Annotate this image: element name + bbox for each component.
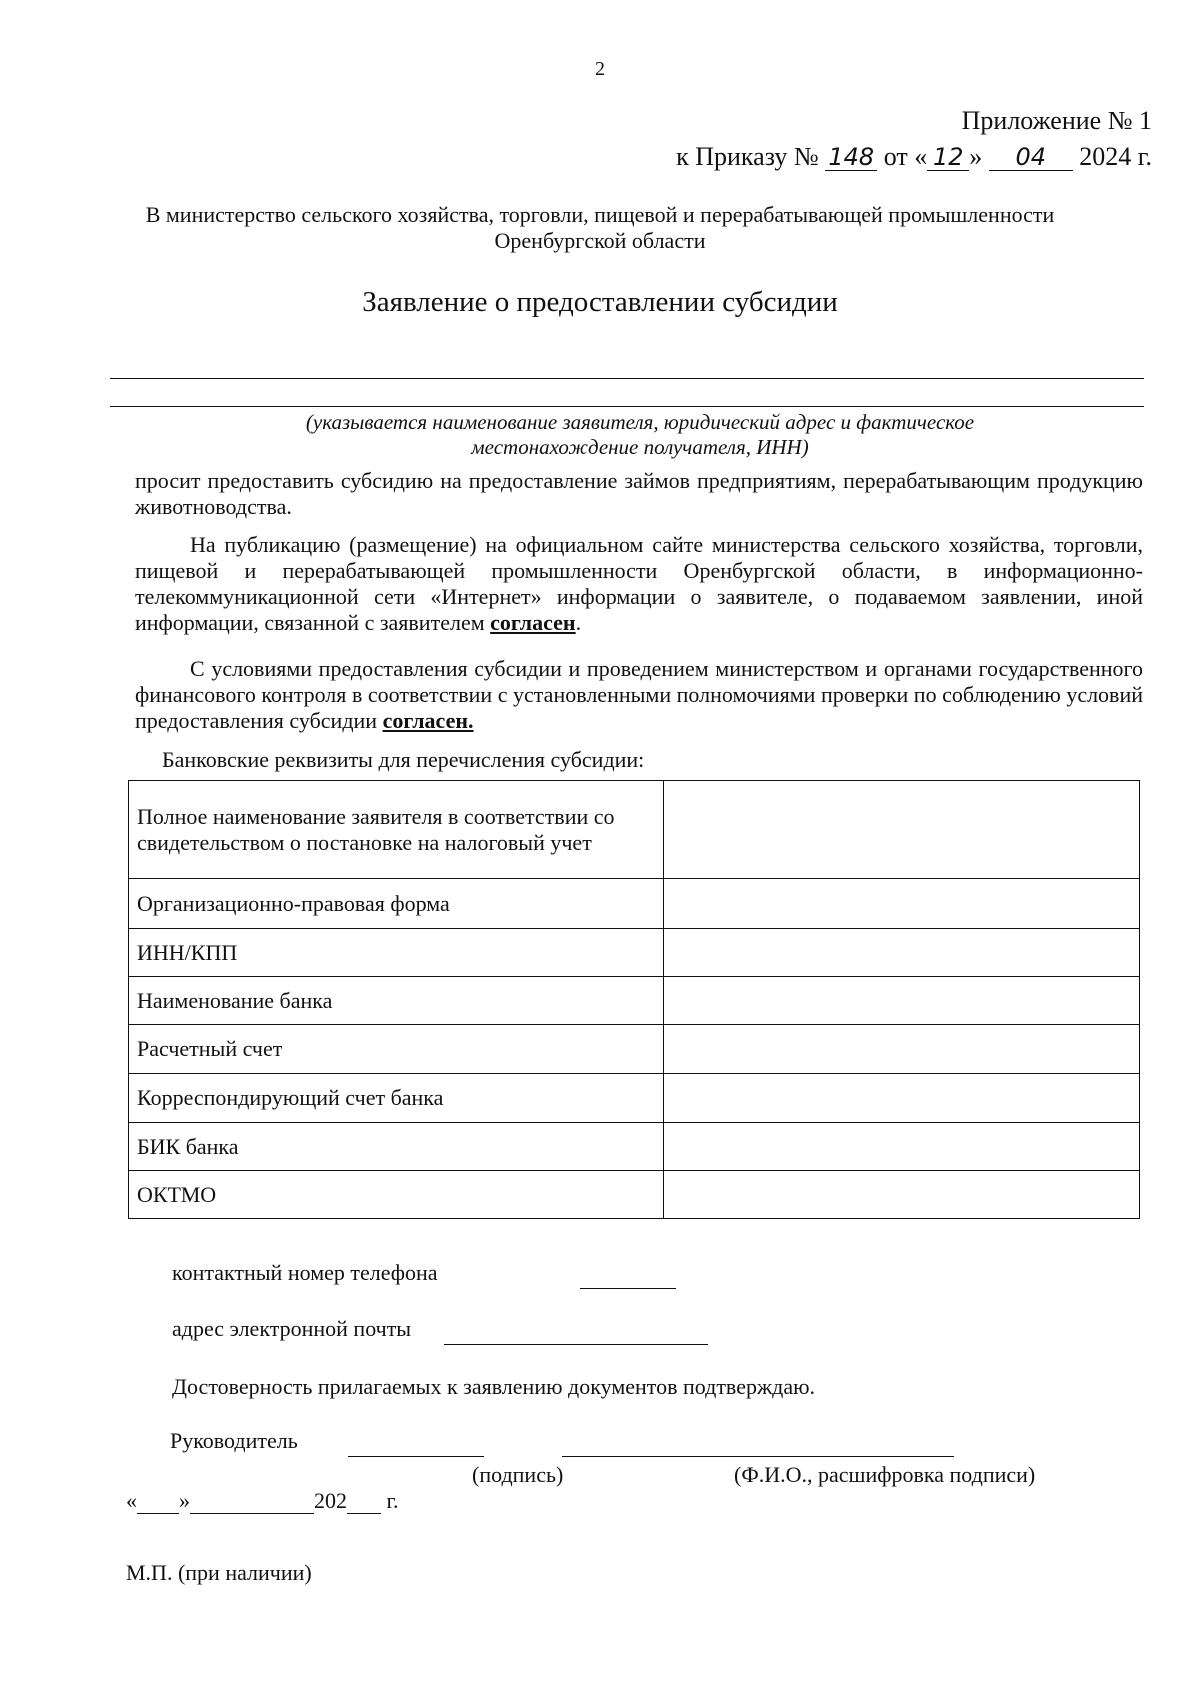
row-value-cell[interactable] <box>664 929 1140 977</box>
bank-details-caption: Банковские реквизиты для перечисления субсидии: <box>162 747 645 772</box>
table-row <box>129 781 1140 879</box>
applicant-line-1[interactable] <box>110 378 1144 379</box>
table-row <box>129 879 1140 929</box>
signature-caption: (подпись) <box>472 1462 564 1487</box>
row-value-cell[interactable] <box>664 781 1140 879</box>
applicant-hint-line-2: местонахождение получателя, ИНН) <box>471 435 809 459</box>
row-label: Организационно-правовая форма <box>129 879 664 929</box>
stamp-label: М.П. (при наличии) <box>126 1560 312 1585</box>
row-label: Расчетный счет <box>129 1025 664 1074</box>
row-label: БИК банка <box>129 1123 664 1171</box>
confirmation-text: Достоверность прилагаемых к заявлению документов подтверждаю. <box>172 1374 816 1399</box>
order-from-word: от <box>883 142 908 171</box>
row-value-cell[interactable] <box>664 977 1140 1025</box>
publication-end: . <box>575 610 582 635</box>
row-label: Корреспондирующий счет банка <box>129 1074 664 1123</box>
order-prefix: к Приказу № <box>676 142 819 171</box>
phone-field[interactable] <box>580 1288 676 1289</box>
applicant-line-2[interactable] <box>110 406 1144 407</box>
table-row <box>129 1123 1140 1171</box>
quote-close: » <box>969 142 983 171</box>
date-month-field[interactable] <box>190 1489 314 1514</box>
email-label: адрес электронной почты <box>172 1316 412 1341</box>
order-month-handwritten: 04 <box>989 144 1073 171</box>
page-number: 2 <box>595 58 605 80</box>
row-label: Полное наименование заявителя в соответствии со свидетельством о постановке на налоговый учет <box>129 781 664 879</box>
addressee-block <box>0 202 1200 254</box>
date-year-prefix: 202 <box>314 1488 347 1513</box>
date-line <box>126 1488 399 1514</box>
conditions-agree: согласен. <box>382 708 474 733</box>
order-year: 2024 г. <box>1079 142 1152 171</box>
conditions-consent-paragraph <box>135 656 1143 734</box>
row-value-cell[interactable] <box>664 1025 1140 1074</box>
phone-label: контактный номер телефона <box>172 1260 438 1285</box>
conditions-consent-text: С условиями предоставления субсидии и проведением министерством и органами государственного финансового контроля в соответствии с установленными полномочиями проверки по соблюдению условий предоставления субсидии <box>135 656 1143 733</box>
date-year-suffix: г. <box>386 1488 399 1513</box>
quote-open: « <box>914 142 928 171</box>
addressee-line-2: Оренбургской области <box>494 228 706 253</box>
date-quote-open: « <box>126 1488 137 1513</box>
appendix-title: Приложение № 1 <box>961 106 1152 135</box>
table-row <box>129 929 1140 977</box>
table-row <box>129 1171 1140 1219</box>
email-field[interactable] <box>444 1344 708 1345</box>
document-title: Заявление о предоставлении субсидии <box>362 286 838 318</box>
head-label: Руководитель <box>170 1428 298 1453</box>
order-reference <box>676 142 1152 172</box>
order-number-handwritten: 148 <box>825 144 877 171</box>
applicant-hint <box>200 410 1080 460</box>
order-day-handwritten: 12 <box>927 144 969 171</box>
date-day-field[interactable] <box>137 1489 179 1514</box>
publication-consent-paragraph <box>135 532 1143 636</box>
request-paragraph: просит предоставить субсидию на предоставление займов предприятиям, перерабатывающим продукцию животноводства. <box>135 468 1143 519</box>
row-value-cell[interactable] <box>664 879 1140 929</box>
row-value-cell[interactable] <box>664 1171 1140 1219</box>
table-row <box>129 977 1140 1025</box>
row-value-cell[interactable] <box>664 1074 1140 1123</box>
date-year-field[interactable] <box>347 1489 381 1514</box>
full-name-field[interactable] <box>562 1456 954 1457</box>
row-label: ИНН/КПП <box>129 929 664 977</box>
addressee-line-1: В министерство сельского хозяйства, торговли, пищевой и перерабатывающей промышленности <box>145 202 1055 227</box>
row-label: Наименование банка <box>129 977 664 1025</box>
table-row <box>129 1074 1140 1123</box>
publication-consent-text: На публикацию (размещение) на официальном сайте министерства сельского хозяйства, торговли, пищевой и перерабатывающей промышленности Оренбургской области, в информационно-телекоммуникационной сети «Интернет» информации о заявителе, о подаваемом заявлении, иной информации, связанной с заявителем <box>135 532 1143 635</box>
full-name-caption: (Ф.И.О., расшифровка подписи) <box>734 1462 1036 1487</box>
bank-details-table <box>128 780 1140 1219</box>
applicant-hint-line-1: (указывается наименование заявителя, юридический адрес и фактическое <box>305 410 975 434</box>
row-value-cell[interactable] <box>664 1123 1140 1171</box>
signature-field[interactable] <box>348 1456 484 1457</box>
publication-agree: согласен <box>490 610 576 635</box>
table-row <box>129 1025 1140 1074</box>
date-quote-close: » <box>179 1488 190 1513</box>
row-label: ОКТМО <box>129 1171 664 1219</box>
